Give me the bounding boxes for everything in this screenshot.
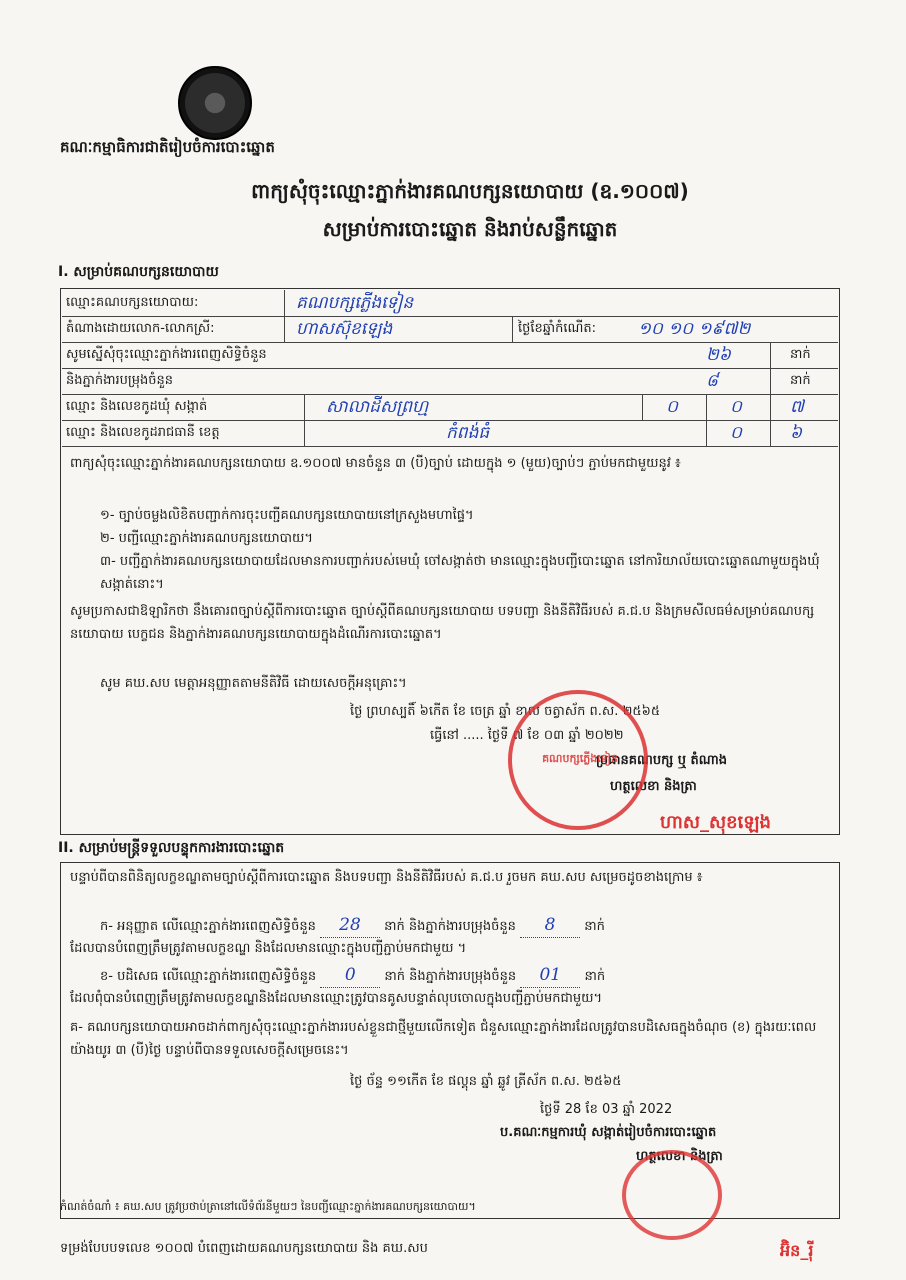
province-label: ឈ្មោះ និងលេខកូដរាជធានី ខេត្ត [66, 425, 220, 440]
page-title: ពាក្យសុំចុះឈ្មោះភ្នាក់ងារគណបក្សនយោបាយ (ឧ.១០០៧) [251, 179, 689, 203]
reserve-agents-unit: នាក់ [790, 373, 811, 388]
commune-value: សាលាដីសព្រហ្ម [326, 397, 429, 417]
section1-date-solar: ធ្វើនៅ ..... ថ្ងៃទី ៧ ខែ ០៣ ឆ្នាំ ២០២២ [430, 728, 624, 743]
dob-label: ថ្ងៃខែឆ្នាំកំណើត: [518, 321, 597, 336]
reject-reserve-value: 01 [520, 964, 580, 988]
dob-value: ១០ ១០ ១៩៧២ [638, 319, 751, 339]
org-name: គណៈកម្មាធិការជាតិរៀបចំការបោះឆ្នោត [60, 138, 275, 156]
representative-value: ហាសស៊ុខឡេង [296, 319, 393, 339]
representative-label: តំណាងដោយលោក-លោកស្រី: [66, 321, 215, 336]
province-row [62, 420, 838, 447]
footer-note: កំណត់ចំណាំ ៖ គឃ.សប ត្រូវប្រថាប់ត្រានៅលើទំព័រនីមួយៗ នៃបញ្ជីឈ្មោះភ្នាក់ងារគណបក្សនយោបាយ។ [60, 1200, 476, 1213]
party-name-label: ឈ្មោះគណបក្សនយោបាយ: [66, 295, 199, 310]
approve-unit: នាក់ [584, 919, 605, 934]
approve-label: ក- អនុញ្ញាត លើឈ្មោះភ្នាក់ងារពេញសិទ្ធិចំនួន [100, 919, 316, 934]
commune-code-3: ៧ [790, 397, 804, 417]
commune-stamp [622, 1150, 722, 1240]
approve-mid: នាក់ និងភ្នាក់ងារបម្រុងចំនួន [384, 919, 516, 934]
reject-label: ខ- បដិសេធ លើឈ្មោះភ្នាក់ងារពេញសិទ្ធិចំនួន [100, 969, 317, 984]
province-code-1: ០ [730, 423, 743, 443]
attachment-item-2: ២- បញ្ជីឈ្មោះភ្នាក់ងារគណបក្សនយោបាយ។ [100, 531, 313, 546]
section1-para3: សូម គឃ.សប មេត្តាអនុញ្ញាតតាមនីតិវិធី ដោយសេចក្តីអនុគ្រោះ។ [100, 676, 407, 691]
full-agents-row [62, 342, 838, 369]
commune-label: ឈ្មោះ និងលេខកូដឃុំ សង្កាត់ [66, 399, 208, 414]
reserve-agents-value: ៨ [706, 371, 719, 391]
emblem-seal [178, 66, 252, 140]
full-agents-label: សូមស្នើសុំចុះឈ្មោះភ្នាក់ងារពេញសិទ្ធិចំនួន [66, 347, 267, 362]
commune-code-2: ០ [730, 397, 743, 417]
commune-row [62, 394, 838, 421]
section2-intro: បន្ទាប់ពីបានពិនិត្យលក្ខខណ្ឌតាមច្បាប់ស្តីពីការបោះឆ្នោត និងបទបញ្ជា និងនីតិវិធីរបស់ គ.ជ.ប រួចមក គឃ.សប សម្រេចដូចខាងក្រោម ៖ [70, 870, 703, 885]
commune-code-1: ០ [666, 397, 679, 417]
reject-mid: នាក់ និងភ្នាក់ងារបម្រុងចំនួន [384, 969, 517, 984]
province-code-2: ៦ [790, 423, 803, 443]
section2-signer-title: ប.គណៈកម្មការឃុំ សង្កាត់រៀបចំការបោះឆ្នោត [500, 1125, 717, 1140]
reject-unit: នាក់ [584, 969, 606, 984]
section2-date-lunar: ថ្ងៃ ច័ន្ទ ១១កើត ខែ ផល្គុន ឆ្នាំ ឆ្លូវ ត្រីស័ក ព.ស. ២៥៦៥ [350, 1074, 622, 1089]
section1-signer-sub: ហត្ថលេខា និងត្រា [610, 779, 697, 794]
party-name-row [62, 290, 838, 317]
province-value: កំពង់ធំ [446, 423, 490, 443]
attachment-item-1: ១- ច្បាប់ចម្លងលិខិតបញ្ជាក់ការចុះបញ្ជីគណបក្សនយោបាយនៅក្រសួងមហាផ្ទៃ។ [100, 508, 474, 523]
approve-tail: ដែលបានបំពេញត្រឹមត្រូវតាមលក្ខខណ្ឌ និងដែលមានឈ្មោះក្នុងបញ្ជីភ្ជាប់មកជាមួយ ។ [70, 941, 467, 956]
party-stamp [508, 690, 648, 830]
approve-full-value: 28 [320, 914, 380, 938]
section2-date-solar: ថ្ងៃទី 28 ខែ 03 ឆ្នាំ 2022 [540, 1102, 673, 1117]
resubmit-text: គ- គណបក្សនយោបាយអាចដាក់ពាក្យសុំចុះឈ្មោះភ្នាក់ងាររបស់ខ្លួនជាថ្មីមួយលើកទៀត ជំនួសឈ្មោះភ្នាក់ងារដែលត្រូវបានបដិសេធក្នុងចំណុច (ខ) ក្នុងរយៈពេលយ៉ាងយូរ ៣ (បី)ថ្ងៃ បន្ទាប់ពីបានទទួលសេចក្តីសម្រេចនេះ។ [70, 1020, 817, 1058]
section1-signer-title: ប្រធានគណបក្ស ឬ តំណាង [596, 753, 728, 768]
page-subtitle: សម្រាប់ការបោះឆ្នោត និងរាប់សន្លឹកឆ្នោត [322, 217, 618, 241]
reject-line [100, 964, 830, 988]
section1-para2: សូមប្រកាសជាឱឡារិកថា នឹងគោរពច្បាប់ស្តីពីការបោះឆ្នោត ច្បាប់ស្តីពីគណបក្សនយោបាយ បទបញ្ជា និងនីតិវិធីរបស់ គ.ជ.ប និងក្រមសីលធម៌សម្រាប់គណបក្សនយោបាយ បេក្ខជន និងភ្នាក់ងារគណបក្សនយោបាយក្នុងដំណើរការបោះឆ្នោត។ [70, 604, 815, 642]
reserve-agents-row [62, 368, 838, 395]
approve-line [100, 914, 830, 938]
section1-signer-name: ហាស_សុខឡេង [660, 812, 771, 833]
section2-heading: II. សម្រាប់មន្ត្រីទទួលបន្ទុកការងារបោះឆ្នោត [58, 840, 285, 856]
party-stamp-text: គណបក្សភ្លើងទៀន [542, 752, 618, 765]
section1-para1: ពាក្យសុំចុះឈ្មោះភ្នាក់ងារគណបក្សនយោបាយ ឧ.១០០៧ មានចំនួន ៣ (បី)ច្បាប់ ដោយក្នុង ១ (មួយ)ច្បាប់ៗ ភ្ជាប់មកជាមួយនូវ ៖ [70, 456, 681, 471]
party-name-value: គណបក្សភ្លើងទៀន [296, 293, 414, 313]
section1-heading: I. សម្រាប់គណបក្សនយោបាយ [58, 264, 219, 280]
footer-bottom: ទម្រង់បែបបទលេខ ១០០៧ បំពេញដោយគណបក្សនយោបាយ និង គឃ.សប [60, 1241, 428, 1256]
section2-signer-sub: ហត្ថលេខា និងត្រា [636, 1149, 723, 1164]
section2-signer-name: អ៊ិន_រ៉ី [780, 1241, 814, 1260]
section1-date-lunar: ថ្ងៃ ព្រហស្បតិ៍ ៦កើត ខែ ចេត្រ ឆ្នាំ ខាល ចត្វាស័ក ព.ស. ២៥៦៥ [350, 704, 661, 719]
reject-tail: ដែលពុំបានបំពេញត្រឹមត្រូវតាមលក្ខខណ្ឌនិងដែលមានឈ្មោះត្រូវបានគូសបន្ទាត់លុបចោលក្នុងបញ្ជីភ្ជាប់មកជាមួយ។ [70, 991, 603, 1006]
full-agents-value: ២៦ [706, 345, 731, 365]
reserve-agents-label: និងភ្នាក់ងារបម្រុងចំនួន [66, 373, 174, 388]
representative-row [62, 316, 838, 343]
full-agents-unit: នាក់ [790, 347, 811, 362]
reject-full-value: 0 [320, 964, 380, 988]
approve-reserve-value: 8 [520, 914, 580, 938]
attachment-item-3: ៣- បញ្ជីភ្នាក់ងារគណបក្សនយោបាយដែលមានការបញ្ជាក់របស់មេឃុំ ចៅសង្កាត់ថា មានឈ្មោះក្នុងបញ្ជីបោះឆ្នោត នៅការិយាល័យបោះឆ្នោតណាមួយក្នុងឃុំ សង្កាត់នោះ។ [100, 554, 820, 592]
